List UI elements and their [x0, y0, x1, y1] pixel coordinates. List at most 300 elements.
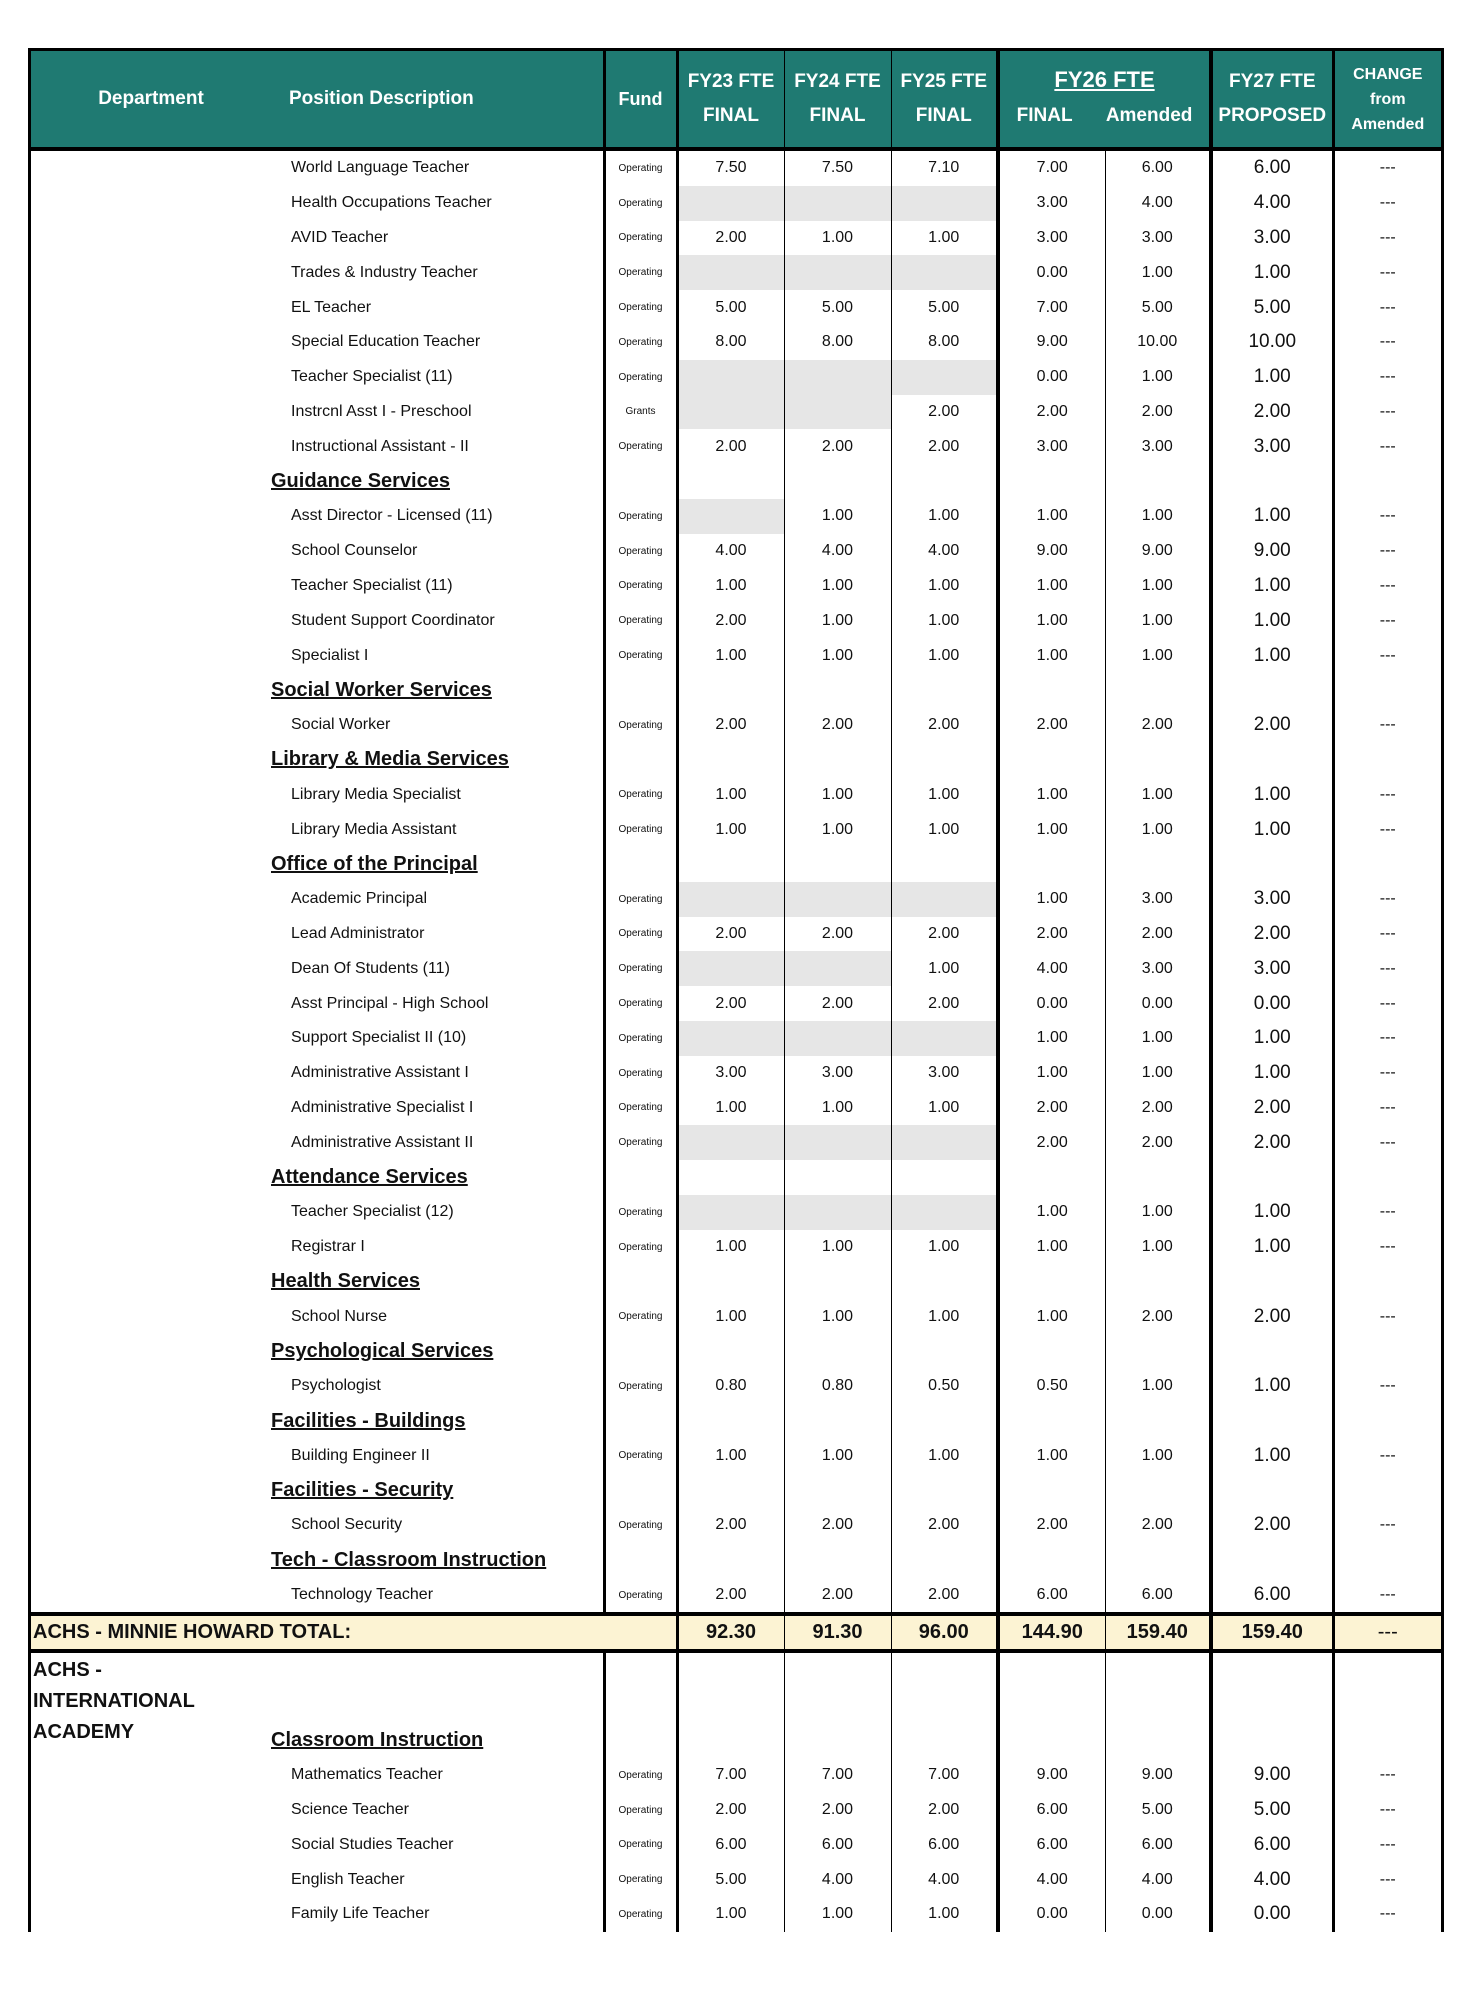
fy26-final-cell: 2.00: [998, 1125, 1105, 1160]
fy25-cell: 0.50: [891, 1369, 998, 1404]
fy26-final-cell: 0.00: [998, 1897, 1105, 1932]
change-cell: ---: [1333, 569, 1441, 604]
fy26-amended-cell: 0.00: [1105, 986, 1211, 1021]
fy23-cell: 1.00: [677, 777, 784, 812]
fund-cell: Grants: [604, 395, 677, 430]
fund-cell: Operating: [604, 1056, 677, 1091]
fy27-cell: 1.00: [1211, 255, 1333, 290]
total-change: ---: [1333, 1614, 1441, 1651]
fy26-amended-cell: 2.00: [1105, 1125, 1211, 1160]
fy25-cell: 1.00: [891, 777, 998, 812]
fy24-cell: 2.00: [784, 429, 891, 464]
change-cell: ---: [1333, 1125, 1441, 1160]
change-cell: [1333, 1688, 1441, 1723]
change-cell: ---: [1333, 1793, 1441, 1828]
fy26-final-cell: 0.00: [998, 986, 1105, 1021]
fy24-cell: [784, 1125, 891, 1160]
position-description: Specialist I: [291, 646, 369, 664]
fund-cell: [604, 673, 677, 708]
fy27-cell: 3.00: [1211, 221, 1333, 256]
change-cell: ---: [1333, 325, 1441, 360]
change-cell: [1333, 1404, 1441, 1439]
fy23-cell: [677, 951, 784, 986]
fy25-cell: 1.00: [891, 1299, 998, 1334]
department-name-line: ACHS -: [33, 1659, 102, 1682]
fy26-amended-cell: 0.00: [1105, 1897, 1211, 1932]
change-cell: ---: [1333, 1827, 1441, 1862]
fy25-cell: 8.00: [891, 325, 998, 360]
fy27-cell: 1.00: [1211, 360, 1333, 395]
fy23-cell: 7.50: [677, 149, 784, 186]
change-cell: ---: [1333, 499, 1441, 534]
fy26-amended-cell: 6.00: [1105, 1578, 1211, 1615]
section-heading: Classroom Instruction: [271, 1728, 484, 1751]
position-description: Instructional Assistant - II: [291, 437, 469, 455]
fy26-final-cell: 1.00: [998, 638, 1105, 673]
fy24-cell: 4.00: [784, 1862, 891, 1897]
header-fy26-title: FY26 FTE: [1054, 67, 1155, 92]
fy24-cell: 6.00: [784, 1827, 891, 1862]
fy24-cell: [784, 395, 891, 430]
fy25-cell: 2.00: [891, 986, 998, 1021]
change-cell: [1333, 1543, 1441, 1578]
change-cell: ---: [1333, 1758, 1441, 1793]
fy26-final-cell: [998, 1160, 1105, 1195]
change-cell: [1333, 1160, 1441, 1195]
fy23-cell: [677, 1334, 784, 1369]
fy26-amended-cell: 4.00: [1105, 1862, 1211, 1897]
position-description: Registrar I: [291, 1238, 365, 1256]
change-cell: ---: [1333, 429, 1441, 464]
change-cell: ---: [1333, 708, 1441, 743]
header-fy23-line2: FINAL: [703, 105, 759, 126]
change-cell: ---: [1333, 1299, 1441, 1334]
fy24-cell: 0.80: [784, 1369, 891, 1404]
total-fy25: 96.00: [891, 1614, 998, 1651]
fy26-amended-cell: [1105, 1404, 1211, 1439]
fy23-cell: [677, 1160, 784, 1195]
department-cell: [31, 149, 271, 1614]
fy26-final-cell: 9.00: [998, 534, 1105, 569]
fy23-cell: [677, 395, 784, 430]
fy26-amended-cell: 9.00: [1105, 1758, 1211, 1793]
fy27-cell: [1211, 1723, 1333, 1758]
fund-cell: Operating: [604, 1091, 677, 1126]
fy25-cell: 2.00: [891, 1508, 998, 1543]
fy27-cell: 3.00: [1211, 951, 1333, 986]
fy25-cell: [891, 186, 998, 221]
section-heading: Social Worker Services: [271, 678, 492, 701]
fund-cell: Operating: [604, 1125, 677, 1160]
fy25-cell: 1.00: [891, 1091, 998, 1126]
fy23-cell: [677, 255, 784, 290]
fund-cell: Operating: [604, 1578, 677, 1615]
fund-cell: Operating: [604, 360, 677, 395]
fy27-cell: [1211, 1473, 1333, 1508]
fy26-amended-cell: 1.00: [1105, 360, 1211, 395]
fund-cell: [604, 1543, 677, 1578]
fund-cell: Operating: [604, 951, 677, 986]
section-heading: Facilities - Buildings: [271, 1409, 466, 1432]
fy27-cell: [1211, 464, 1333, 499]
fy24-cell: [784, 1543, 891, 1578]
position-description: Teacher Specialist (11): [291, 576, 453, 594]
fy26-amended-cell: 3.00: [1105, 221, 1211, 256]
fund-cell: Operating: [604, 917, 677, 952]
fy24-cell: [784, 1723, 891, 1758]
fy27-cell: 10.00: [1211, 325, 1333, 360]
fy23-cell: 2.00: [677, 917, 784, 952]
fy27-cell: 1.00: [1211, 777, 1333, 812]
fy26-final-cell: 7.00: [998, 149, 1105, 186]
header-fy25-line1: FY25 FTE: [900, 71, 988, 92]
fy27-cell: 9.00: [1211, 534, 1333, 569]
change-cell: ---: [1333, 1091, 1441, 1126]
change-cell: ---: [1333, 221, 1441, 256]
fy23-cell: 2.00: [677, 221, 784, 256]
fy26-final-cell: [998, 1723, 1105, 1758]
fy24-cell: [784, 847, 891, 882]
fy25-cell: 1.00: [891, 1230, 998, 1265]
fy26-amended-cell: 2.00: [1105, 708, 1211, 743]
fy27-cell: 4.00: [1211, 1862, 1333, 1897]
fy23-cell: 0.80: [677, 1369, 784, 1404]
fy25-cell: 2.00: [891, 429, 998, 464]
position-description: Asst Director - Licensed (11): [291, 507, 493, 525]
fy24-cell: [784, 1195, 891, 1230]
fy24-cell: 8.00: [784, 325, 891, 360]
fy24-cell: 7.00: [784, 1758, 891, 1793]
fy23-cell: [677, 847, 784, 882]
fy24-cell: 1.00: [784, 1091, 891, 1126]
fund-cell: [604, 1334, 677, 1369]
position-description: EL Teacher: [291, 298, 372, 316]
change-cell: [1333, 1651, 1441, 1688]
fund-cell: Operating: [604, 1827, 677, 1862]
fy27-cell: 1.00: [1211, 1021, 1333, 1056]
position-description: Asst Principal - High School: [291, 994, 489, 1012]
fy26-final-cell: 1.00: [998, 1195, 1105, 1230]
fy24-cell: 1.00: [784, 221, 891, 256]
fy24-cell: 1.00: [784, 1438, 891, 1473]
section-heading: Guidance Services: [271, 470, 450, 493]
fy26-final-cell: 1.00: [998, 882, 1105, 917]
fy24-cell: 1.00: [784, 777, 891, 812]
change-cell: ---: [1333, 882, 1441, 917]
fy27-cell: [1211, 1688, 1333, 1723]
fy27-cell: [1211, 847, 1333, 882]
fy26-amended-cell: 2.00: [1105, 1299, 1211, 1334]
fy26-amended-cell: [1105, 1265, 1211, 1300]
fy26-amended-cell: [1105, 673, 1211, 708]
position-description: Dean Of Students (11): [291, 959, 450, 977]
position-description: Support Specialist II (10): [291, 1029, 467, 1047]
change-cell: [1333, 1473, 1441, 1508]
header-fy23: [677, 51, 784, 149]
header-fy25-line2: FINAL: [915, 105, 972, 126]
fy27-cell: 9.00: [1211, 1758, 1333, 1793]
position-description: AVID Teacher: [291, 228, 389, 246]
fy27-cell: 2.00: [1211, 1125, 1333, 1160]
fte-table-sheet: [28, 48, 1444, 1932]
fy26-amended-cell: 3.00: [1105, 951, 1211, 986]
fy23-cell: [677, 1543, 784, 1578]
change-cell: ---: [1333, 1438, 1441, 1473]
header-fy24: [784, 51, 891, 149]
fy24-cell: [784, 1473, 891, 1508]
fy23-cell: [677, 1651, 784, 1688]
fy23-cell: [677, 1723, 784, 1758]
fy26-amended-cell: [1105, 1334, 1211, 1369]
fund-cell: [604, 1160, 677, 1195]
header-position: Position Description: [271, 51, 604, 149]
fy26-final-cell: 1.00: [998, 1299, 1105, 1334]
position-description: World Language Teacher: [291, 159, 470, 177]
fy24-cell: 2.00: [784, 986, 891, 1021]
fy23-cell: 7.00: [677, 1758, 784, 1793]
fund-cell: Operating: [604, 1299, 677, 1334]
fy27-cell: 0.00: [1211, 1897, 1333, 1932]
fy24-cell: 2.00: [784, 1508, 891, 1543]
fy26-final-cell: 1.00: [998, 1056, 1105, 1091]
fy23-cell: 6.00: [677, 1827, 784, 1862]
fund-cell: Operating: [604, 569, 677, 604]
fy26-amended-cell: 2.00: [1105, 917, 1211, 952]
fy23-cell: 5.00: [677, 1862, 784, 1897]
position-description: School Security: [291, 1516, 403, 1534]
fy24-cell: [784, 255, 891, 290]
fy26-final-cell: [998, 1651, 1105, 1688]
position-description: [271, 1651, 604, 1688]
fy27-cell: [1211, 1265, 1333, 1300]
fy26-final-cell: 6.00: [998, 1793, 1105, 1828]
fy26-final-cell: [998, 743, 1105, 778]
fy27-cell: 6.00: [1211, 1578, 1333, 1615]
fy26-amended-cell: 2.00: [1105, 1508, 1211, 1543]
fy26-amended-cell: 1.00: [1105, 603, 1211, 638]
fy23-cell: 1.00: [677, 1230, 784, 1265]
fy27-cell: [1211, 1334, 1333, 1369]
fy24-cell: 1.00: [784, 603, 891, 638]
fund-cell: Operating: [604, 186, 677, 221]
fund-cell: Operating: [604, 221, 677, 256]
fy27-cell: 1.00: [1211, 1230, 1333, 1265]
fy26-final-cell: 1.00: [998, 1230, 1105, 1265]
position-description: Lead Administrator: [291, 924, 425, 942]
position-description: Library Media Specialist: [291, 785, 461, 803]
fy26-amended-cell: 1.00: [1105, 499, 1211, 534]
change-cell: [1333, 1265, 1441, 1300]
fy24-cell: [784, 1334, 891, 1369]
fy24-cell: 1.00: [784, 638, 891, 673]
header-fy26-amended: Amended: [1105, 105, 1193, 126]
fy24-cell: [784, 360, 891, 395]
fy25-cell: 3.00: [891, 1056, 998, 1091]
fy24-cell: 2.00: [784, 708, 891, 743]
change-cell: [1333, 847, 1441, 882]
total-fy23: 92.30: [677, 1614, 784, 1651]
table-row: [31, 149, 1441, 186]
fy26-final-cell: [998, 464, 1105, 499]
fy25-cell: 1.00: [891, 499, 998, 534]
fund-cell: Operating: [604, 812, 677, 847]
fy26-amended-cell: 1.00: [1105, 1369, 1211, 1404]
position-description: Student Support Coordinator: [291, 611, 495, 629]
fy24-cell: [784, 743, 891, 778]
fy25-cell: [891, 1404, 998, 1439]
section-heading: Psychological Services: [271, 1339, 494, 1362]
fy23-cell: 8.00: [677, 325, 784, 360]
change-cell: [1333, 673, 1441, 708]
fy25-cell: 1.00: [891, 1897, 998, 1932]
section-heading: Facilities - Security: [271, 1479, 454, 1502]
fy25-cell: [891, 1723, 998, 1758]
total-row: [31, 1614, 1441, 1651]
fy27-cell: [1211, 1404, 1333, 1439]
fund-cell: [604, 1723, 677, 1758]
fy24-cell: [784, 1651, 891, 1688]
position-description: English Teacher: [291, 1870, 405, 1888]
fy26-amended-cell: 1.00: [1105, 255, 1211, 290]
fund-cell: Operating: [604, 325, 677, 360]
fy26-amended-cell: [1105, 1651, 1211, 1688]
total-label: ACHS - MINNIE HOWARD TOTAL:: [31, 1614, 677, 1651]
fund-cell: Operating: [604, 777, 677, 812]
fy24-cell: 1.00: [784, 812, 891, 847]
section-heading: Tech - Classroom Instruction: [271, 1548, 547, 1571]
fy26-amended-cell: 4.00: [1105, 186, 1211, 221]
fund-cell: [604, 1265, 677, 1300]
fund-cell: Operating: [604, 429, 677, 464]
fy26-amended-cell: 5.00: [1105, 290, 1211, 325]
position-description: Library Media Assistant: [291, 820, 457, 838]
fund-cell: [604, 464, 677, 499]
fy26-final-cell: 9.00: [998, 1758, 1105, 1793]
fy25-cell: [891, 882, 998, 917]
fy25-cell: 4.00: [891, 1862, 998, 1897]
change-cell: ---: [1333, 1369, 1441, 1404]
change-cell: ---: [1333, 1508, 1441, 1543]
position-description: Academic Principal: [291, 890, 428, 908]
fy27-cell: 1.00: [1211, 603, 1333, 638]
change-cell: ---: [1333, 186, 1441, 221]
total-fy26-amended: 159.40: [1105, 1614, 1211, 1651]
fund-cell: Operating: [604, 1758, 677, 1793]
fy26-final-cell: 1.00: [998, 499, 1105, 534]
fy25-cell: [891, 1125, 998, 1160]
change-cell: ---: [1333, 149, 1441, 186]
fy26-final-cell: 1.00: [998, 569, 1105, 604]
position-description: Psychologist: [291, 1377, 381, 1395]
fy26-final-cell: [998, 1543, 1105, 1578]
fy26-final-cell: 2.00: [998, 1091, 1105, 1126]
total-fy26-final: 144.90: [998, 1614, 1105, 1651]
fund-cell: Operating: [604, 1438, 677, 1473]
change-cell: [1333, 464, 1441, 499]
fy25-cell: [891, 673, 998, 708]
fy25-cell: [891, 1265, 998, 1300]
fy27-cell: 1.00: [1211, 499, 1333, 534]
fy23-cell: [677, 1688, 784, 1723]
fy26-amended-cell: 1.00: [1105, 777, 1211, 812]
fy23-cell: [677, 1021, 784, 1056]
position-description: Social Worker: [291, 716, 391, 734]
fy25-cell: 5.00: [891, 290, 998, 325]
header-change-line3: Amended: [1351, 115, 1425, 133]
fy25-cell: [891, 1160, 998, 1195]
fund-cell: Operating: [604, 1230, 677, 1265]
fte-table: [31, 51, 1441, 1932]
fy25-cell: 1.00: [891, 221, 998, 256]
fy26-final-cell: 1.00: [998, 1438, 1105, 1473]
fy23-cell: 1.00: [677, 1438, 784, 1473]
fy23-cell: 2.00: [677, 1793, 784, 1828]
section-heading: Office of the Principal: [271, 852, 478, 875]
fy25-cell: [891, 360, 998, 395]
fy27-cell: 1.00: [1211, 1369, 1333, 1404]
fund-cell: Operating: [604, 708, 677, 743]
change-cell: ---: [1333, 917, 1441, 952]
fy26-final-cell: 4.00: [998, 951, 1105, 986]
fy26-amended-cell: 5.00: [1105, 1793, 1211, 1828]
fy26-amended-cell: 3.00: [1105, 882, 1211, 917]
fy24-cell: 2.00: [784, 1578, 891, 1615]
fy27-cell: 2.00: [1211, 1299, 1333, 1334]
fy26-final-cell: [998, 1473, 1105, 1508]
header-change-line2: from: [1369, 90, 1406, 108]
fy26-final-cell: [998, 1334, 1105, 1369]
fy26-amended-cell: 1.00: [1105, 812, 1211, 847]
change-cell: ---: [1333, 638, 1441, 673]
fy23-cell: 1.00: [677, 1091, 784, 1126]
position-description: Administrative Assistant I: [291, 1064, 469, 1082]
fy23-cell: [677, 882, 784, 917]
fy26-final-cell: 4.00: [998, 1862, 1105, 1897]
section-minnie-howard: [31, 149, 1441, 1614]
fy25-cell: 1.00: [891, 638, 998, 673]
fy26-amended-cell: 6.00: [1105, 149, 1211, 186]
change-cell: ---: [1333, 1021, 1441, 1056]
fund-cell: Operating: [604, 149, 677, 186]
change-cell: ---: [1333, 290, 1441, 325]
fy27-cell: 1.00: [1211, 638, 1333, 673]
change-cell: [1333, 1723, 1441, 1758]
position-description: Instrcnl Asst I - Preschool: [291, 402, 472, 420]
fy23-cell: [677, 499, 784, 534]
change-cell: ---: [1333, 951, 1441, 986]
fy27-cell: [1211, 1543, 1333, 1578]
fy26-final-cell: 1.00: [998, 812, 1105, 847]
fy26-final-cell: 6.00: [998, 1827, 1105, 1862]
fy25-cell: 4.00: [891, 534, 998, 569]
fy27-cell: 2.00: [1211, 1091, 1333, 1126]
fy25-cell: [891, 255, 998, 290]
fy23-cell: 2.00: [677, 1508, 784, 1543]
fy26-amended-cell: 2.00: [1105, 395, 1211, 430]
total-fy27: 159.40: [1211, 1614, 1333, 1651]
header-fy25: [891, 51, 998, 149]
fy27-cell: 1.00: [1211, 1056, 1333, 1091]
change-cell: [1333, 743, 1441, 778]
fy23-cell: 1.00: [677, 569, 784, 604]
fy23-cell: [677, 360, 784, 395]
fy26-amended-cell: [1105, 1723, 1211, 1758]
fy27-cell: 0.00: [1211, 986, 1333, 1021]
change-cell: ---: [1333, 534, 1441, 569]
fy25-cell: 2.00: [891, 1578, 998, 1615]
header-change: [1333, 51, 1441, 149]
change-cell: ---: [1333, 1195, 1441, 1230]
